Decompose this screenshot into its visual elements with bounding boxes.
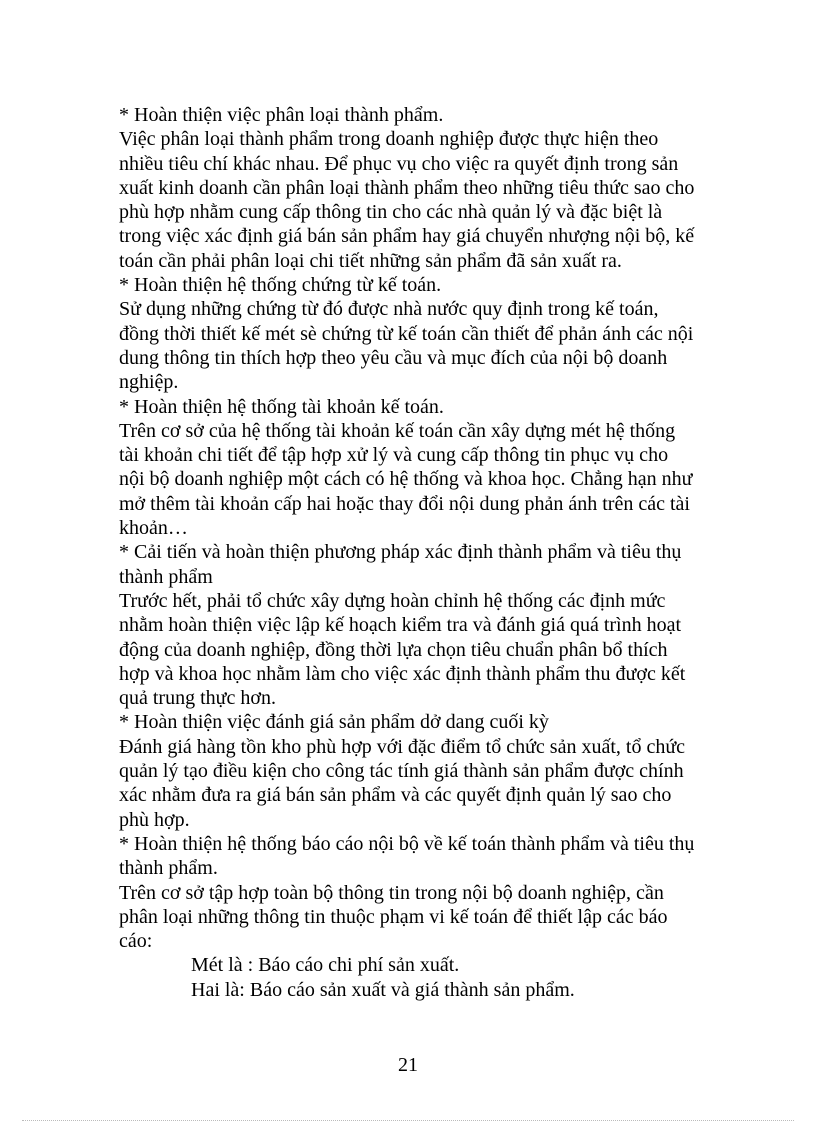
paragraph-line: nội bộ doanh nghiệp một cách có hệ thống và khoa học. Chẳng hạn như xyxy=(119,468,693,491)
paragraph-line: quả trung thực hơn. xyxy=(119,687,276,710)
paragraph-line: xuất kinh doanh cần phân loại thành phẩm theo những tiêu thức sao cho xyxy=(119,176,695,199)
paragraph-line: Việc phân loại thành phẩm trong doanh nghiệp được thực hiện theo xyxy=(119,128,659,151)
heading-wip-valuation: * Hoàn thiện việc đánh giá sản phẩm dở dang cuối kỳ xyxy=(119,711,549,734)
paragraph-line: nghiệp. xyxy=(119,371,179,394)
paragraph-line: hợp và khoa học nhằm làm cho việc xác định thành phẩm thu được kết xyxy=(119,662,686,685)
page-number: 21 xyxy=(398,1054,418,1076)
paragraph-line: nhằm hoàn thiện việc lập kế hoạch kiểm tra và đánh giá quá trình hoạt xyxy=(119,614,682,637)
paragraph-line: đồng thời thiết kế mét sè chứng từ kế toán cần thiết để phản ánh các nội xyxy=(119,322,694,345)
paragraph-line: khoản… xyxy=(119,517,188,540)
paragraph-line: toán cần phải phân loại chi tiết những sản phẩm đã sản xuất ra. xyxy=(119,249,622,272)
heading-classification: * Hoàn thiện việc phân loại thành phẩm. xyxy=(119,104,444,126)
heading-methods: * Cải tiến và hoàn thiện phương pháp xác định thành phẩm và tiêu thụ xyxy=(119,541,682,564)
paragraph-line: Trên cơ sở của hệ thống tài khoản kế toán cần xây dựng mét hệ thống xyxy=(119,419,676,442)
paragraph-line: mở thêm tài khoản cấp hai hoặc thay đổi nội dung phản ánh trên các tài xyxy=(119,492,690,515)
heading-vouchers: * Hoàn thiện hệ thống chứng từ kế toán. xyxy=(119,274,442,297)
report-list-item: Mét là : Báo cáo chi phí sản xuất. xyxy=(191,954,460,977)
page-body xyxy=(119,103,709,1002)
heading-internal-reports: * Hoàn thiện hệ thống báo cáo nội bộ về kế toán thành phẩm và tiêu thụ xyxy=(119,832,695,855)
paragraph-line: Trước hết, phải tổ chức xây dựng hoàn chỉnh hệ thống các định mức xyxy=(119,589,666,612)
paragraph-line: phân loại những thông tin thuộc phạm vi kế toán để thiết lập các báo xyxy=(119,905,668,928)
heading-accounts: * Hoàn thiện hệ thống tài khoản kế toán. xyxy=(119,395,444,418)
paragraph-line: nhiều tiêu chí khác nhau. Để phục vụ cho việc ra quyết định trong sản xyxy=(119,152,679,175)
paragraph-line: quản lý tạo điều kiện cho công tác tính giá thành sản phẩm được chính xyxy=(119,760,684,783)
report-list-item: Hai là: Báo cáo sản xuất và giá thành sản phẩm. xyxy=(191,978,575,1001)
page-bottom-divider xyxy=(22,1120,794,1121)
paragraph-line: Sử dụng những chứng từ đó được nhà nước quy định trong kế toán, xyxy=(119,298,659,321)
paragraph-line: tài khoản chi tiết để tập hợp xử lý và cung cấp thông tin phục vụ cho xyxy=(119,444,669,467)
paragraph-line: xác nhằm đưa ra giá bán sản phẩm và các quyết định quản lý sao cho xyxy=(119,784,672,807)
paragraph-line: cáo: xyxy=(119,930,153,953)
paragraph-line: động của doanh nghiệp, đồng thời lựa chọn tiêu chuẩn phân bổ thích xyxy=(119,638,668,661)
paragraph-line: Trên cơ sở tập hợp toàn bộ thông tin trong nội bộ doanh nghiệp, cần xyxy=(119,881,664,904)
heading-methods-continued: thành phẩm xyxy=(119,565,213,588)
paragraph-line: trong việc xác định giá bán sản phẩm hay giá chuyển nhượng nội bộ, kế xyxy=(119,225,695,248)
paragraph-line: phù hợp nhằm cung cấp thông tin cho các nhà quản lý và đặc biệt là xyxy=(119,201,663,224)
paragraph-line: dung thông tin thích hợp theo yêu cầu và mục đích của nội bộ doanh xyxy=(119,346,668,369)
heading-internal-reports-continued: thành phẩm. xyxy=(119,857,218,880)
paragraph-line: Đánh giá hàng tồn kho phù hợp với đặc điểm tổ chức sản xuất, tổ chức xyxy=(119,735,686,758)
paragraph-line: phù hợp. xyxy=(119,808,190,831)
